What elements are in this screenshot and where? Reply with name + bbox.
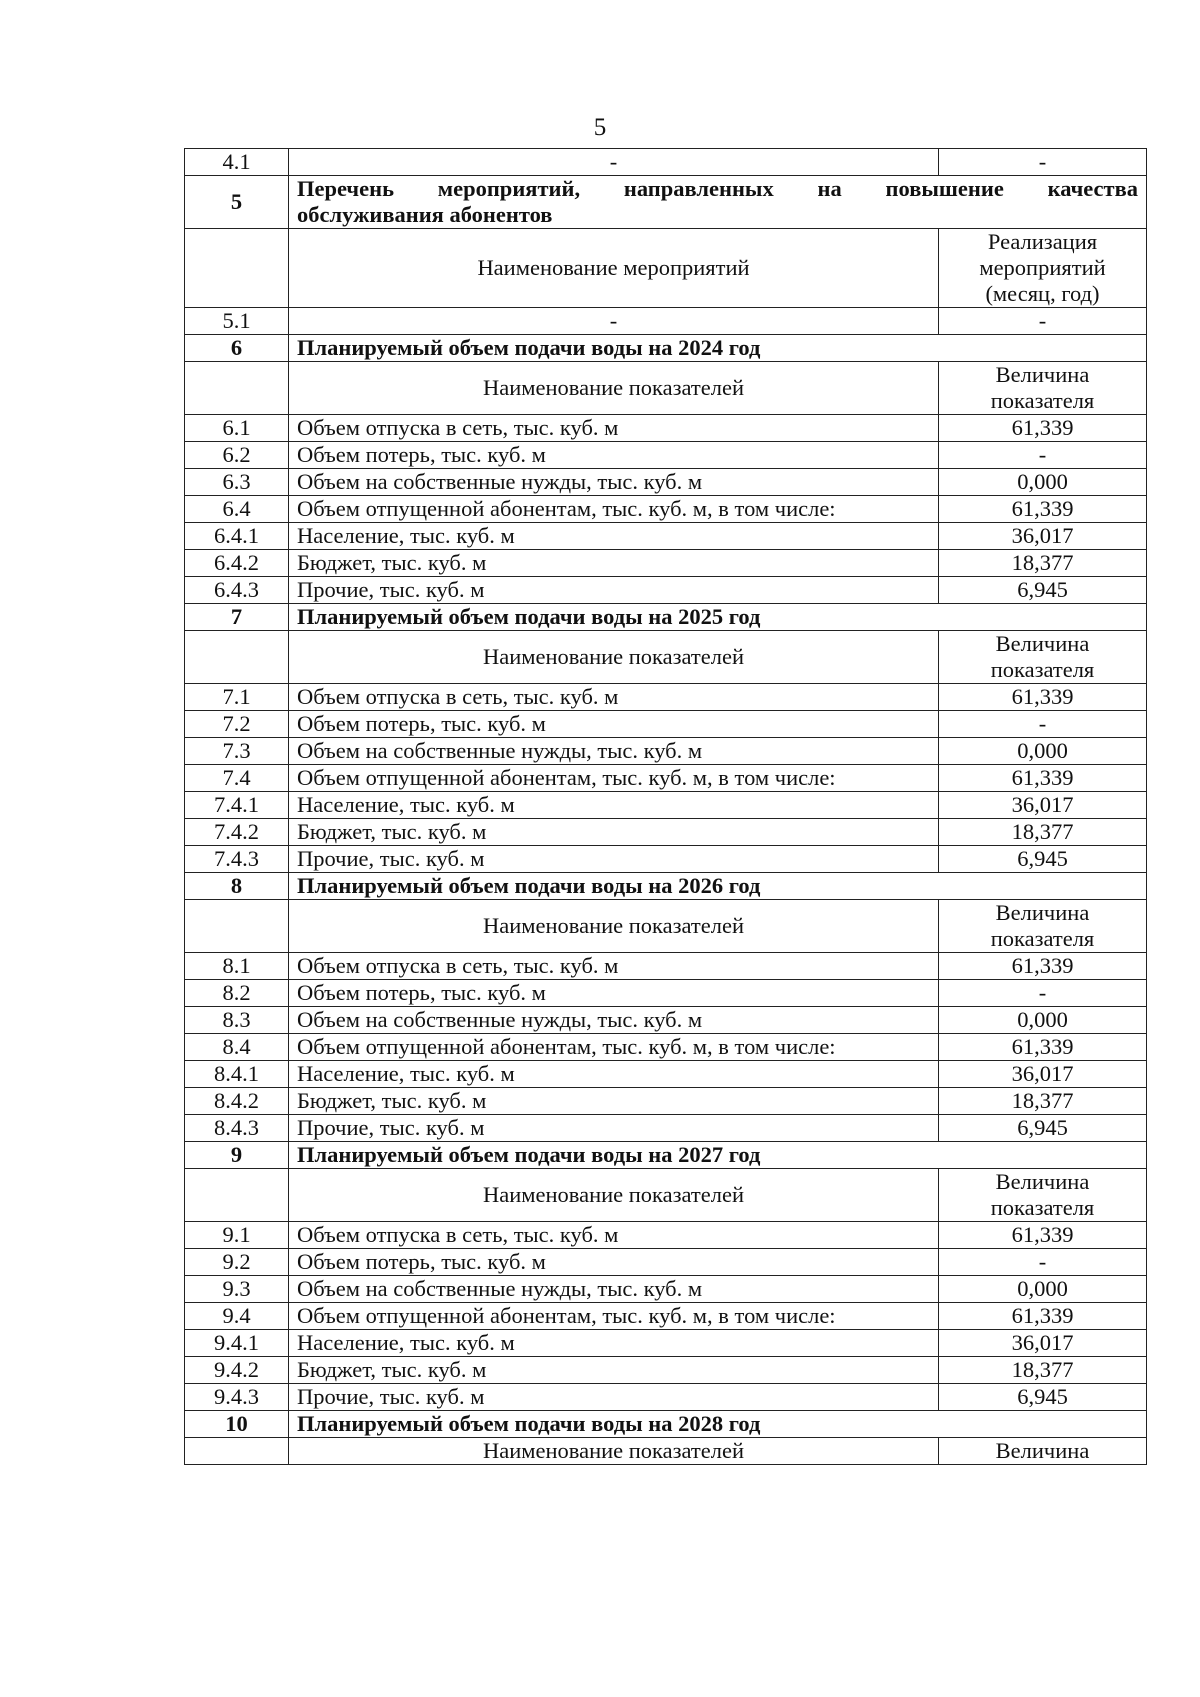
row-name: Население, тыс. куб. м	[289, 1330, 939, 1357]
row-number: 4.1	[185, 149, 289, 176]
row-number: 8.4.3	[185, 1115, 289, 1142]
section-number: 6	[185, 335, 289, 362]
header-row	[185, 229, 1147, 308]
section-title-line-1: Перечень мероприятий, направленных на повышение качества	[297, 176, 1138, 201]
row-number: 9.2	[185, 1249, 289, 1276]
row-number: 7.4.1	[185, 792, 289, 819]
row-value: 18,377	[939, 819, 1147, 846]
row-name: Бюджет, тыс. куб. м	[289, 1357, 939, 1384]
section-title-line-2: обслуживания абонентов	[297, 202, 553, 227]
table-row	[185, 1007, 1147, 1034]
row-value: 36,017	[939, 523, 1147, 550]
table-row	[185, 1061, 1147, 1088]
section-row	[185, 335, 1147, 362]
row-value: 61,339	[939, 1034, 1147, 1061]
header-value-line-1: Величина	[995, 900, 1090, 925]
section-number: 8	[185, 873, 289, 900]
table-row	[185, 819, 1147, 846]
row-name: Объем потерь, тыс. куб. м	[289, 442, 939, 469]
row-number: 6.2	[185, 442, 289, 469]
indicators-table	[184, 148, 1147, 1465]
row-number: 9.4.1	[185, 1330, 289, 1357]
table-row	[185, 711, 1147, 738]
header-value	[939, 362, 1147, 415]
row-name: Бюджет, тыс. куб. м	[289, 1088, 939, 1115]
header-value: Величина	[939, 1438, 1147, 1465]
row-name: Прочие, тыс. куб. м	[289, 1115, 939, 1142]
row-number: 7.2	[185, 711, 289, 738]
header-number-cell	[185, 362, 289, 415]
row-value: 18,377	[939, 550, 1147, 577]
header-number-cell	[185, 631, 289, 684]
table-row	[185, 308, 1147, 335]
row-name: Объем на собственные нужды, тыс. куб. м	[289, 1007, 939, 1034]
row-value: 61,339	[939, 496, 1147, 523]
row-value: 6,945	[939, 1115, 1147, 1142]
table-row	[185, 1115, 1147, 1142]
row-name: Бюджет, тыс. куб. м	[289, 819, 939, 846]
section-title: Планируемый объем подачи воды на 2027 год	[289, 1142, 1147, 1169]
row-number: 7.4	[185, 765, 289, 792]
row-value: -	[939, 1249, 1147, 1276]
row-name: Объем потерь, тыс. куб. м	[289, 1249, 939, 1276]
row-name: Население, тыс. куб. м	[289, 1061, 939, 1088]
row-name: Бюджет, тыс. куб. м	[289, 550, 939, 577]
row-name: Прочие, тыс. куб. м	[289, 577, 939, 604]
table-row	[185, 1384, 1147, 1411]
header-number-cell	[185, 229, 289, 308]
row-name: Объем потерь, тыс. куб. м	[289, 711, 939, 738]
table-row	[185, 684, 1147, 711]
row-number: 7.1	[185, 684, 289, 711]
row-number: 9.3	[185, 1276, 289, 1303]
row-value: 61,339	[939, 765, 1147, 792]
row-name: Объем на собственные нужды, тыс. куб. м	[289, 469, 939, 496]
row-name: Население, тыс. куб. м	[289, 523, 939, 550]
row-number: 8.2	[185, 980, 289, 1007]
row-value: 61,339	[939, 415, 1147, 442]
header-value-line-2: показателя	[990, 1195, 1095, 1220]
row-number: 7.3	[185, 738, 289, 765]
table-row	[185, 577, 1147, 604]
header-name: Наименование показателей	[289, 631, 939, 684]
row-number: 7.4.2	[185, 819, 289, 846]
row-value: 61,339	[939, 1222, 1147, 1249]
table-row	[185, 523, 1147, 550]
row-value: -	[939, 442, 1147, 469]
row-value: 6,945	[939, 577, 1147, 604]
row-name: Объем отпуска в сеть, тыс. куб. м	[289, 1222, 939, 1249]
row-number: 8.3	[185, 1007, 289, 1034]
row-value: -	[939, 149, 1147, 176]
header-row	[185, 1169, 1147, 1222]
row-number: 9.4.3	[185, 1384, 289, 1411]
section-row	[185, 1411, 1147, 1438]
header-name: Наименование мероприятий	[289, 229, 939, 308]
row-name: Объем отпущенной абонентам, тыс. куб. м, в том числе:	[289, 765, 939, 792]
row-number: 6.4.3	[185, 577, 289, 604]
header-value	[939, 900, 1147, 953]
section-row	[185, 873, 1147, 900]
table-row	[185, 1088, 1147, 1115]
row-value: 36,017	[939, 792, 1147, 819]
row-value: -	[939, 711, 1147, 738]
header-value-line-2: показателя	[990, 926, 1095, 951]
header-row	[185, 362, 1147, 415]
table-row	[185, 953, 1147, 980]
header-value-line-1: Величина	[995, 631, 1090, 656]
row-name: Объем отпущенной абонентам, тыс. куб. м, в том числе:	[289, 1303, 939, 1330]
row-name: Население, тыс. куб. м	[289, 792, 939, 819]
row-name: -	[289, 149, 939, 176]
row-value: 61,339	[939, 1303, 1147, 1330]
table-row	[185, 1034, 1147, 1061]
row-value: 0,000	[939, 1007, 1147, 1034]
table-row	[185, 1303, 1147, 1330]
header-value	[939, 229, 1147, 308]
row-number: 6.4.2	[185, 550, 289, 577]
header-row	[185, 1438, 1147, 1465]
row-number: 9.4.2	[185, 1357, 289, 1384]
row-number: 6.4	[185, 496, 289, 523]
row-value: 6,945	[939, 1384, 1147, 1411]
header-value	[939, 631, 1147, 684]
header-number-cell	[185, 900, 289, 953]
header-row	[185, 631, 1147, 684]
section-number: 10	[185, 1411, 289, 1438]
table-row	[185, 980, 1147, 1007]
section-title: Планируемый объем подачи воды на 2026 год	[289, 873, 1147, 900]
row-number: 6.3	[185, 469, 289, 496]
table-row	[185, 1357, 1147, 1384]
table-row	[185, 1330, 1147, 1357]
section-title: Планируемый объем подачи воды на 2028 год	[289, 1411, 1147, 1438]
row-number: 7.4.3	[185, 846, 289, 873]
table-row	[185, 738, 1147, 765]
row-name: -	[289, 308, 939, 335]
row-name: Объем отпуска в сеть, тыс. куб. м	[289, 953, 939, 980]
table-row	[185, 765, 1147, 792]
row-value: 61,339	[939, 953, 1147, 980]
header-value-line-1: Реализация	[987, 229, 1098, 254]
row-name: Объем на собственные нужды, тыс. куб. м	[289, 1276, 939, 1303]
row-name: Объем отпущенной абонентам, тыс. куб. м, в том числе:	[289, 496, 939, 523]
table-row	[185, 1222, 1147, 1249]
table-row	[185, 550, 1147, 577]
header-value	[939, 1169, 1147, 1222]
row-name: Объем потерь, тыс. куб. м	[289, 980, 939, 1007]
row-number: 9.1	[185, 1222, 289, 1249]
header-value-line-2: мероприятий	[979, 255, 1106, 280]
row-name: Прочие, тыс. куб. м	[289, 1384, 939, 1411]
row-value: 36,017	[939, 1061, 1147, 1088]
row-value: 18,377	[939, 1088, 1147, 1115]
row-value: -	[939, 308, 1147, 335]
section-title: Планируемый объем подачи воды на 2025 год	[289, 604, 1147, 631]
row-name: Объем отпуска в сеть, тыс. куб. м	[289, 415, 939, 442]
row-name: Объем на собственные нужды, тыс. куб. м	[289, 738, 939, 765]
row-value: 36,017	[939, 1330, 1147, 1357]
header-name: Наименование показателей	[289, 1438, 939, 1465]
table-row	[185, 442, 1147, 469]
row-value: -	[939, 980, 1147, 1007]
section-title: Планируемый объем подачи воды на 2024 год	[289, 335, 1147, 362]
section-row	[185, 176, 1147, 229]
row-number: 5.1	[185, 308, 289, 335]
row-number: 6.1	[185, 415, 289, 442]
header-value-line-1: Величина	[995, 362, 1090, 387]
row-value: 0,000	[939, 738, 1147, 765]
section-number: 7	[185, 604, 289, 631]
table-row	[185, 792, 1147, 819]
section-row	[185, 1142, 1147, 1169]
section-row	[185, 604, 1147, 631]
header-value-line-1: Величина	[995, 1169, 1090, 1194]
row-number: 8.4.2	[185, 1088, 289, 1115]
row-name: Объем отпущенной абонентам, тыс. куб. м, в том числе:	[289, 1034, 939, 1061]
header-value-line-2: показателя	[990, 388, 1095, 413]
row-number: 8.4	[185, 1034, 289, 1061]
table-row	[185, 469, 1147, 496]
row-value: 0,000	[939, 469, 1147, 496]
table-row	[185, 1276, 1147, 1303]
section-number: 9	[185, 1142, 289, 1169]
row-name: Прочие, тыс. куб. м	[289, 846, 939, 873]
header-value-line-2: показателя	[990, 657, 1095, 682]
header-name: Наименование показателей	[289, 362, 939, 415]
row-number: 9.4	[185, 1303, 289, 1330]
row-number: 6.4.1	[185, 523, 289, 550]
row-number: 8.1	[185, 953, 289, 980]
header-name: Наименование показателей	[289, 1169, 939, 1222]
table-row	[185, 415, 1147, 442]
header-number-cell	[185, 1438, 289, 1465]
row-value: 6,945	[939, 846, 1147, 873]
table-row	[185, 846, 1147, 873]
table-row	[185, 1249, 1147, 1276]
row-number: 8.4.1	[185, 1061, 289, 1088]
page-number: 5	[593, 114, 607, 141]
row-value: 18,377	[939, 1357, 1147, 1384]
table-row	[185, 496, 1147, 523]
section-title	[289, 176, 1147, 229]
row-value: 61,339	[939, 684, 1147, 711]
header-row	[185, 900, 1147, 953]
header-value-line-3: (месяц, год)	[985, 281, 1100, 306]
header-name: Наименование показателей	[289, 900, 939, 953]
row-value: 0,000	[939, 1276, 1147, 1303]
row-name: Объем отпуска в сеть, тыс. куб. м	[289, 684, 939, 711]
header-number-cell	[185, 1169, 289, 1222]
section-number: 5	[185, 176, 289, 229]
table-row	[185, 149, 1147, 176]
